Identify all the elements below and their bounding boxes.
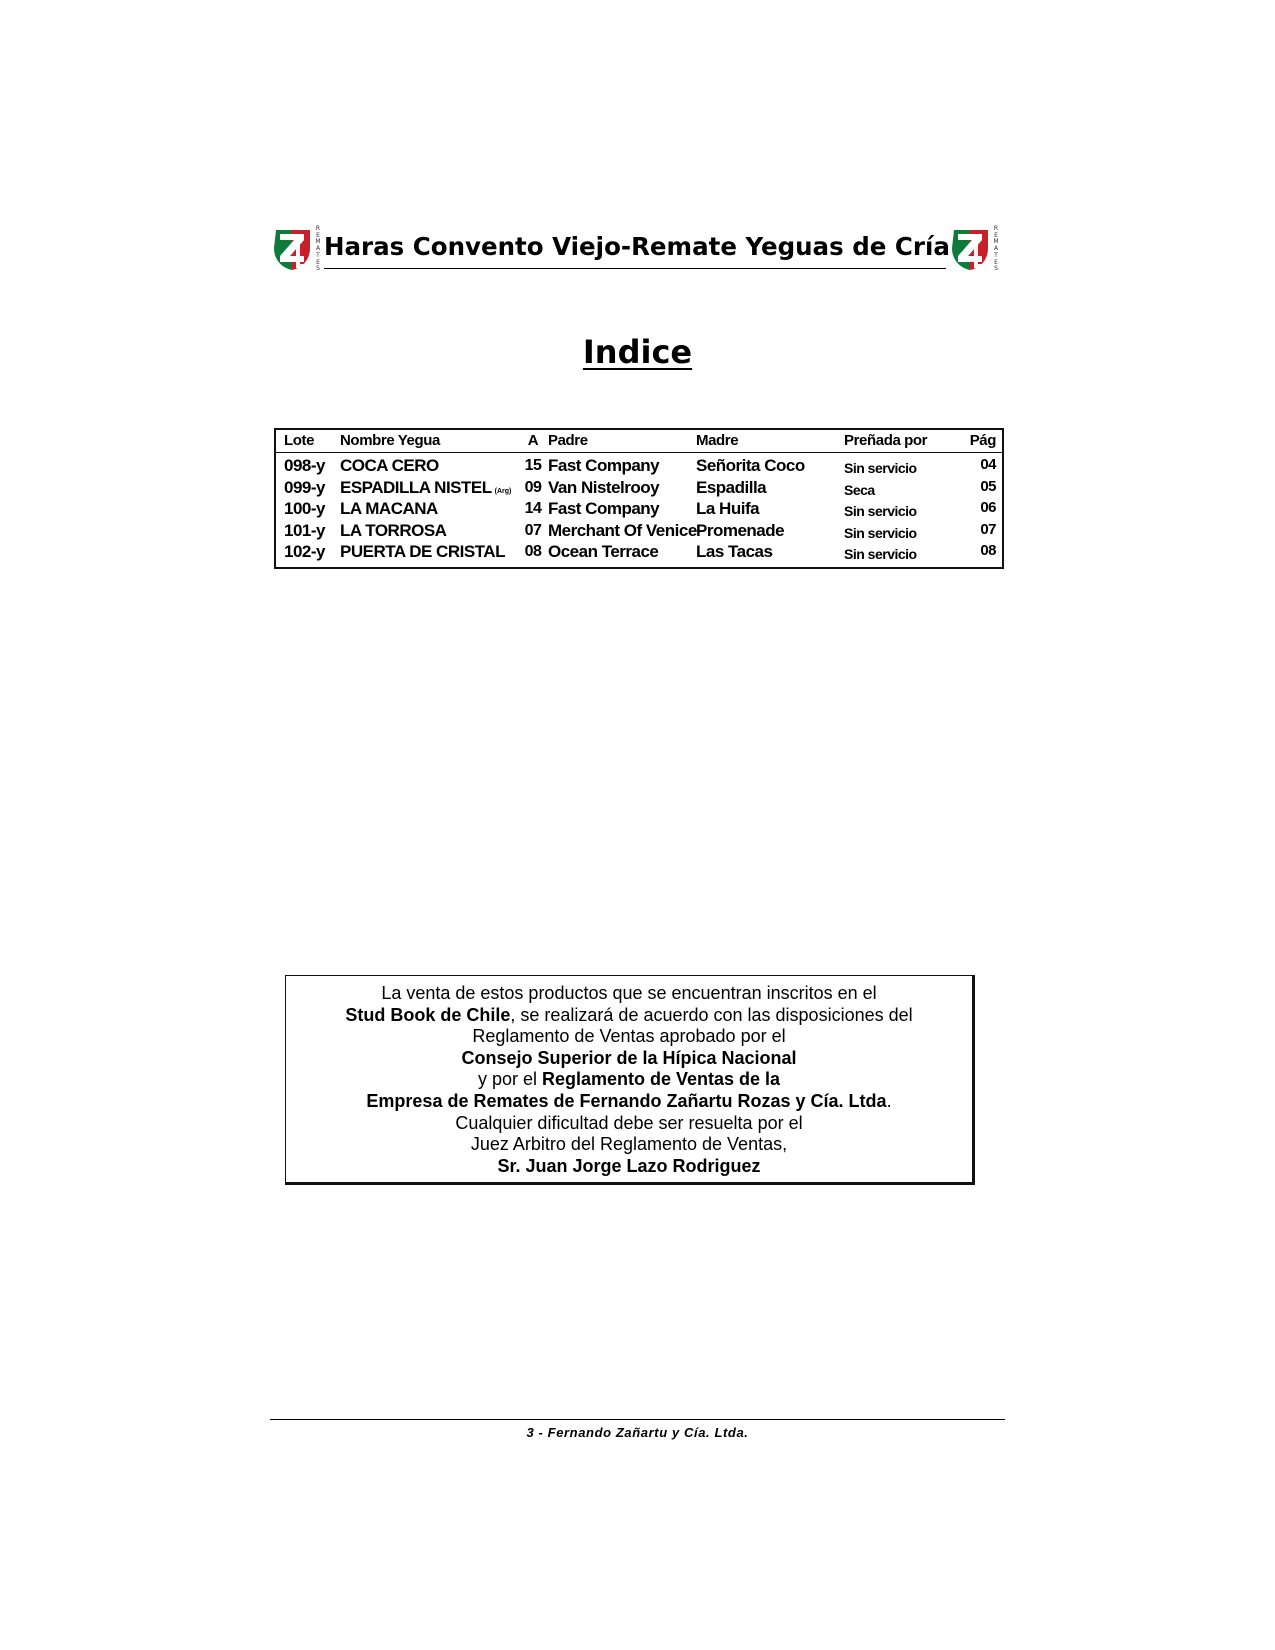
- header-title: Haras Convento Viejo-Remate Yeguas de Cría: [324, 232, 950, 261]
- cell-padre: Ocean Terrace: [548, 542, 659, 561]
- cell-padre: Van Nistelrooy: [548, 477, 660, 497]
- remates-logo-mark: [948, 226, 992, 274]
- cell-madre: Señorita Coco: [696, 456, 805, 475]
- cell-nombre-text: COCA CERO: [340, 456, 439, 475]
- cell-pag: 04: [980, 456, 996, 473]
- cell-lote: 101-y: [284, 520, 325, 540]
- cell-prenada: Sin servicio: [844, 503, 917, 519]
- notice-line: [286, 1005, 972, 1027]
- cell-madre: Las Tacas: [696, 542, 773, 561]
- cell-madre: La Huifa: [696, 499, 760, 518]
- cell-padre: Fast Company: [548, 499, 660, 518]
- notice-line: Reglamento de Ventas aprobado por el: [472, 1026, 786, 1047]
- cell-pag: 08: [980, 542, 996, 559]
- remates-logo-icon: [270, 226, 322, 274]
- cell-anio: 07: [524, 521, 542, 539]
- column-header-nombre-yegua: Nombre Yegua: [340, 432, 440, 449]
- notice-bold-text: Empresa de Remates de Fernando Zañartu Rozas y Cía. Ltda: [366, 1090, 887, 1111]
- notice-line: Juez Arbitro del Reglamento de Ventas,: [470, 1134, 788, 1155]
- cell-lote: 099-y: [284, 477, 325, 497]
- notice-line: Cualquier dificultad debe ser resuelta por el: [455, 1112, 803, 1133]
- column-header-pag: Pág: [969, 432, 996, 449]
- cell-nombre-text: ESPADILLA NISTEL: [340, 477, 492, 497]
- cell-nombre: [340, 521, 446, 541]
- sale-notice-box: [285, 975, 975, 1185]
- cell-nombre-text: PUERTA DE CRISTAL: [340, 542, 505, 561]
- notice-line: [286, 1048, 972, 1070]
- notice-line: La venta de estos productos que se encuentran inscritos en el: [381, 983, 877, 1003]
- cell-padre: Fast Company: [548, 456, 660, 475]
- page-footer: 3 - Fernando Zañartu y Cía. Ltda.: [526, 1425, 749, 1440]
- cell-madre: Promenade: [696, 520, 785, 540]
- notice-text: y por el: [477, 1069, 542, 1090]
- cell-padre: Merchant Of Venice: [548, 520, 697, 540]
- notice-bold-text: Stud Book de Chile: [345, 1004, 511, 1025]
- notice-text: , se realizará de acuerdo con las disposiciones del: [510, 1004, 913, 1025]
- table-row: [276, 521, 1002, 543]
- cell-madre: Espadilla: [696, 477, 767, 497]
- footer-rule: [270, 1419, 1005, 1420]
- cell-origen: (Arg): [494, 487, 512, 495]
- notice-bold-text: Reglamento de Ventas de la: [541, 1069, 781, 1090]
- index-table-body: [276, 456, 1002, 564]
- notice-line: [286, 1091, 972, 1113]
- cell-nombre: [340, 499, 438, 519]
- cell-lote: 102-y: [284, 542, 325, 561]
- cell-anio: 15: [524, 457, 542, 474]
- column-header-prenada-por: Preñada por: [844, 432, 928, 449]
- column-header-anio: A: [527, 432, 539, 449]
- cell-lote: 100-y: [284, 499, 325, 518]
- remates-logo-mark: [270, 226, 314, 274]
- remates-logo-word: R E M A T E S: [993, 225, 999, 273]
- cell-pag: 06: [980, 499, 996, 516]
- remates-logo-word: R E M A T E S: [315, 225, 321, 273]
- table-row: [276, 499, 1002, 521]
- index-table-header: [276, 430, 1002, 453]
- cell-anio: 09: [524, 478, 542, 496]
- cell-pag: 05: [980, 477, 996, 495]
- notice-line: [286, 1156, 972, 1178]
- cell-nombre: [340, 456, 439, 476]
- cell-nombre-text: LA TORROSA: [340, 520, 447, 540]
- column-header-lote: Lote: [284, 432, 315, 449]
- column-header-padre: Padre: [548, 432, 588, 449]
- table-row: [276, 456, 1002, 478]
- cell-nombre: [340, 542, 505, 562]
- cell-anio: 14: [524, 500, 542, 517]
- page-title: Indice: [582, 333, 693, 371]
- cell-prenada: Sin servicio: [844, 460, 917, 476]
- cell-nombre: [340, 478, 511, 502]
- notice-bold-text: Consejo Superior de la Hípica Nacional: [461, 1047, 797, 1068]
- cell-prenada: Seca: [844, 481, 875, 498]
- cell-prenada: Sin servicio: [844, 546, 917, 562]
- cell-lote: 098-y: [284, 456, 325, 475]
- cell-anio: 08: [524, 543, 542, 560]
- table-row: [276, 478, 1002, 500]
- notice-text: .: [886, 1090, 892, 1111]
- cell-nombre-text: LA MACANA: [340, 499, 438, 518]
- header-rule: [324, 268, 946, 269]
- table-row: [276, 542, 1002, 564]
- cell-pag: 07: [980, 520, 996, 538]
- notice-line: [286, 1069, 972, 1091]
- page-header: [270, 222, 1000, 280]
- column-header-madre: Madre: [696, 432, 739, 449]
- remates-logo-icon: [948, 226, 1000, 274]
- index-table: [274, 428, 1004, 569]
- notice-bold-text: Sr. Juan Jorge Lazo Rodriguez: [497, 1155, 761, 1176]
- cell-prenada: Sin servicio: [844, 524, 917, 541]
